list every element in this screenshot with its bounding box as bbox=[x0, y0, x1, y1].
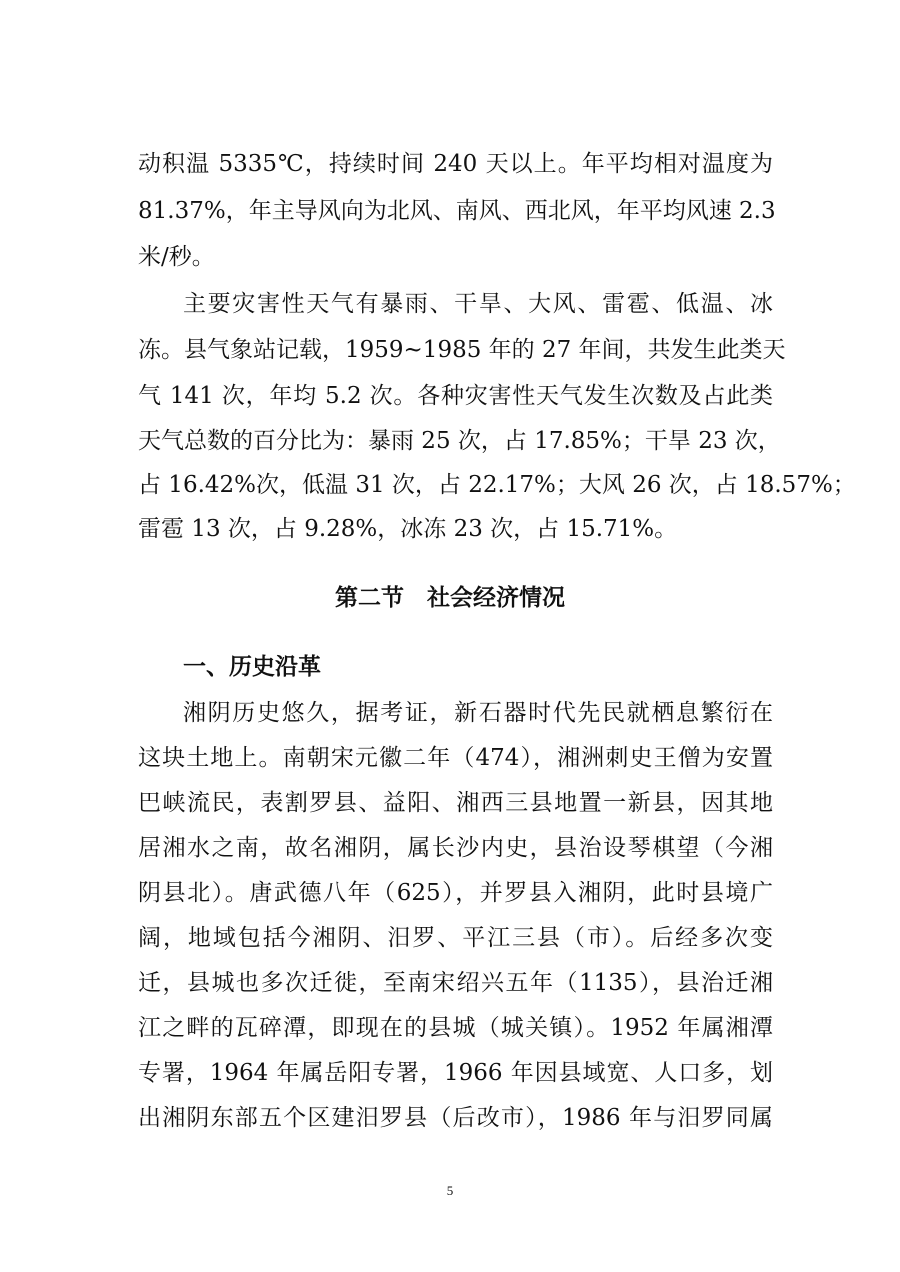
paragraph-3-line-4: 居湘水之南，故名湘阴，属长沙内史，县治设琴棋望（今湘 bbox=[138, 835, 773, 861]
paragraph-3-line-3: 巴峡流民，表割罗县、益阳、湘西三县地置一新县，因其地 bbox=[138, 790, 773, 816]
page-number: 5 bbox=[446, 1183, 454, 1198]
paragraph-2-line-4: 天气总数的百分比为：暴雨 25 次，占 17.85%；干旱 23 次， bbox=[138, 428, 781, 454]
subsection-title: 一、历史沿革 bbox=[183, 654, 321, 680]
paragraph-1-line-3: 米/秒。 bbox=[138, 244, 215, 270]
section-title: 第二节 社会经济情况 bbox=[335, 585, 565, 611]
paragraph-3-line-5: 阴县北）。唐武德八年（625），并罗县入湘阴，此时县境广 bbox=[138, 880, 773, 906]
paragraph-2-line-3: 气 141 次，年均 5.2 次。各种灾害性天气发生次数及占此类 bbox=[138, 383, 773, 409]
paragraph-3-line-1: 湘阴历史悠久，据考证，新石器时代先民就栖息繁衍在 bbox=[183, 700, 773, 726]
paragraph-2-line-1: 主要灾害性天气有暴雨、干旱、大风、雷雹、低温、冰 bbox=[183, 291, 773, 317]
paragraph-2-line-5: 占 16.42%次，低温 31 次，占 22.17%；大风 26 次，占 18.57%； bbox=[138, 472, 856, 498]
paragraph-2-line-6: 雷雹 13 次，占 9.28%，冰冻 23 次，占 15.71%。 bbox=[138, 516, 678, 542]
paragraph-3-line-9: 专署，1964 年属岳阳专署，1966 年因县域宽、人口多，划 bbox=[138, 1060, 773, 1086]
paragraph-1-line-1: 动积温 5335℃，持续时间 240 天以上。年平均相对温度为 bbox=[138, 151, 773, 177]
paragraph-1-line-2: 81.37%，年主导风向为北风、南风、西北风，年平均风速 2.3 bbox=[138, 198, 776, 224]
paragraph-3-line-8: 江之畔的瓦碎潭，即现在的县城（城关镇）。1952 年属湘潭 bbox=[138, 1015, 773, 1041]
paragraph-3-line-7: 迁，县城也多次迁徙，至南宋绍兴五年（1135），县治迁湘 bbox=[138, 970, 773, 996]
paragraph-3-line-2: 这块土地上。南朝宋元徽二年（474），湘洲刺史王僧为安置 bbox=[138, 745, 773, 771]
paragraph-3-line-6: 阔，地域包括今湘阴、汨罗、平江三县（市）。后经多次变 bbox=[138, 925, 773, 951]
paragraph-2-line-2: 冻。县气象站记载，1959~1985 年的 27 年间，共发生此类天 bbox=[138, 337, 786, 363]
paragraph-3-line-10: 出湘阴东部五个区建汨罗县（后改市），1986 年与汨罗同属 bbox=[138, 1105, 773, 1131]
